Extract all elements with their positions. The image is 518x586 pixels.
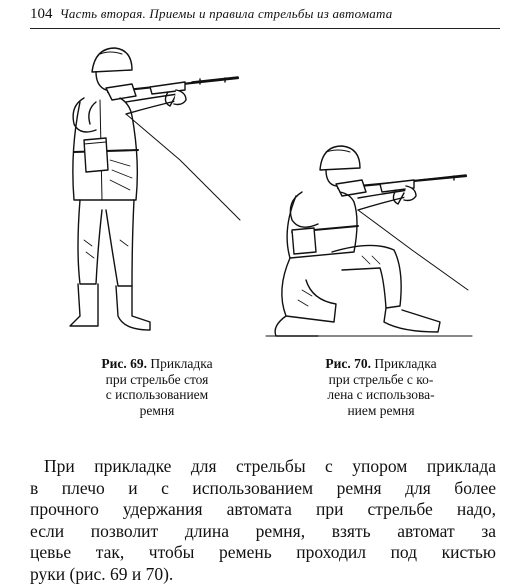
figure-69-caption-line: с использованием <box>105 387 209 402</box>
figure-70-caption-line: при стрельбе с ко- <box>328 371 434 387</box>
paragraph-line: цевье так, чтобы ремень проходил под кистью <box>30 542 496 562</box>
page-number: 104 <box>30 6 53 22</box>
figure-69-illustration <box>40 40 250 340</box>
body-paragraph <box>30 456 496 585</box>
figure-69-label: Рис. 69. <box>101 356 148 371</box>
figure-70-caption-line: нием ремня <box>347 402 415 418</box>
figure-69-caption-line: Прикладка <box>150 356 213 371</box>
figure-70-caption-line: лена с использова- <box>327 387 435 402</box>
paragraph-line: прочного удержания автомата при стрельбе надо, <box>30 499 496 519</box>
paragraph-line: если позволит длина ремня, взять автомат за <box>30 520 496 541</box>
paragraph-line: руки (рис. 69 и 70). <box>30 563 174 584</box>
figure-70-label: Рис. 70. <box>325 356 372 371</box>
figure-70-caption-line: Прикладка <box>374 356 437 371</box>
figure-70-caption <box>286 356 476 418</box>
figure-69-caption <box>52 356 262 418</box>
page-header <box>30 6 500 29</box>
paragraph-line: При прикладке для стрельбы с упором приклада <box>44 456 496 476</box>
figure-69-caption-line: при стрельбе стоя <box>105 371 209 387</box>
paragraph-line: в плечо и с использованием ремня для более <box>30 477 496 498</box>
figure-69-caption-line: ремня <box>139 402 175 418</box>
running-title: Часть вторая. Приемы и правила стрельбы из автомата <box>59 6 393 21</box>
figure-70-illustration <box>262 140 482 340</box>
